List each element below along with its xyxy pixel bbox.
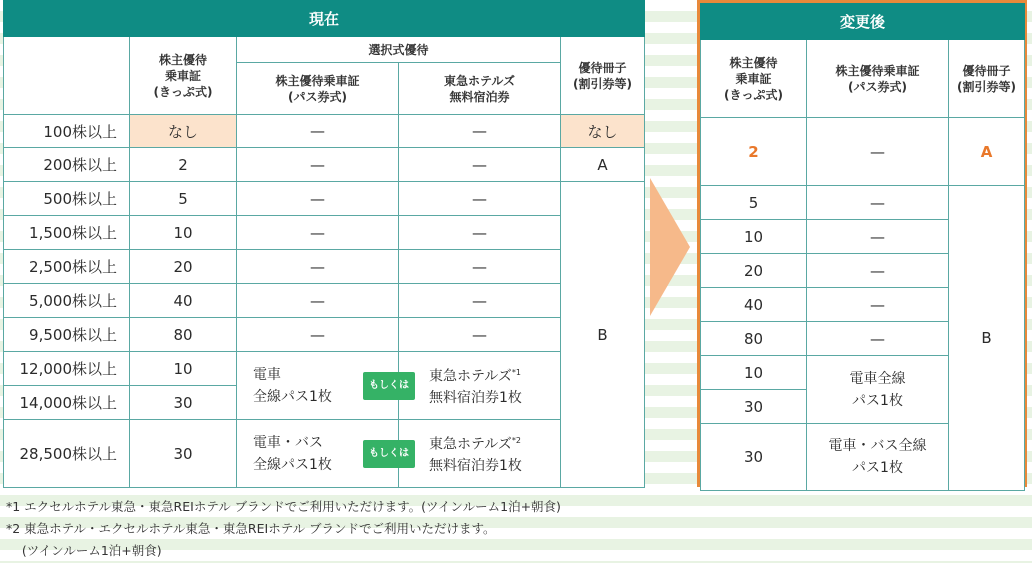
hotel-cell: — [399, 250, 561, 284]
after-rail-pass-cell: 電車全線 パス1枚 [807, 356, 949, 424]
rail-bus-pass-text: 電車・バス 全線パス1枚 [253, 434, 332, 473]
hotel-voucher-count: 無料宿泊券1枚 [429, 390, 522, 407]
pass-cell: — [237, 318, 399, 352]
after-ticket-cell: 30 [701, 424, 807, 491]
after-booklet-cell: A [949, 118, 1025, 186]
table-row [4, 182, 645, 216]
or-badge: もしくは [363, 372, 415, 400]
after-ticket-cell: 30 [701, 390, 807, 424]
hotel-cell: — [399, 318, 561, 352]
pass-cell: — [237, 284, 399, 318]
ticket-cell: 20 [130, 250, 237, 284]
current-title: 現在 [4, 1, 645, 37]
col-selective-header: 選択式優待 [237, 37, 561, 63]
after-title: 変更後 [701, 4, 1025, 40]
empty-corner [4, 37, 130, 115]
pass-cell: — [237, 182, 399, 216]
ticket-cell: 10 [130, 216, 237, 250]
hotel-voucher-count: 無料宿泊券1枚 [429, 458, 522, 475]
row-label: 5,000株以上 [4, 284, 130, 318]
after-ticket-cell: 20 [701, 254, 807, 288]
booklet-cell: なし [561, 115, 645, 148]
after-booklet-b-cell: B [949, 186, 1025, 491]
after-pass-cell: — [807, 322, 949, 356]
ticket-cell: なし [130, 115, 237, 148]
ticket-cell: 5 [130, 182, 237, 216]
table-row [4, 352, 645, 386]
after-pass-cell: — [807, 288, 949, 322]
after-ticket-cell: 10 [701, 220, 807, 254]
after-pass-cell: — [807, 118, 949, 186]
row-label: 9,500株以上 [4, 318, 130, 352]
hotel-cell: — [399, 216, 561, 250]
hotel-cell: — [399, 148, 561, 182]
table-row [4, 284, 645, 318]
hotel-cell: — [399, 284, 561, 318]
footnote-2: *2 東急ホテル・エクセルホテル東急・東急REIホテル ブランドでご利用いただけます。 [6, 521, 496, 536]
after-pass-cell: — [807, 254, 949, 288]
pass-cell: — [237, 148, 399, 182]
table-row [4, 216, 645, 250]
table-row [4, 318, 645, 352]
booklet-b-cell: B [561, 182, 645, 488]
ticket-cell: 30 [130, 386, 237, 420]
rail-pass-text: 電車 全線パス1枚 [253, 366, 332, 405]
table-row [4, 250, 645, 284]
footnote-mark: *2 [511, 435, 521, 445]
row-label: 2,500株以上 [4, 250, 130, 284]
hotel-voucher-cell-1 [399, 352, 561, 420]
footnotes [6, 496, 561, 562]
rail-pass-cell [237, 352, 409, 420]
row-label: 1,500株以上 [4, 216, 130, 250]
after-ticket-cell: 40 [701, 288, 807, 322]
hotel-cell: — [399, 115, 561, 148]
row-label: 200株以上 [4, 148, 130, 182]
after-pass-cell: — [807, 220, 949, 254]
col-ticket-header: 株主優待 乗車証 (きっぷ式) [130, 37, 237, 115]
row-label: 12,000株以上 [4, 352, 130, 386]
footnote-mark: *1 [511, 367, 521, 377]
after-col-booklet-header: 優待冊子 (割引券等) [949, 40, 1025, 118]
pass-cell: — [237, 250, 399, 284]
table-row [4, 148, 645, 182]
ticket-cell: 40 [130, 284, 237, 318]
hotel-voucher-name: 東急ホテルズ [429, 436, 512, 453]
footnote-2-cont: (ツインルーム1泊+朝食) [6, 543, 162, 558]
arrow-shape [650, 178, 690, 316]
hotel-voucher-name: 東急ホテルズ [429, 368, 512, 385]
after-ticket-cell: 2 [701, 118, 807, 186]
ticket-cell: 80 [130, 318, 237, 352]
rail-bus-pass-cell [237, 420, 409, 488]
after-table [700, 3, 1025, 491]
pass-cell: — [237, 216, 399, 250]
table-row [4, 115, 645, 148]
row-label: 500株以上 [4, 182, 130, 216]
after-ticket-cell: 5 [701, 186, 807, 220]
table-row [701, 118, 1025, 186]
ticket-cell: 10 [130, 352, 237, 386]
after-ticket-cell: 80 [701, 322, 807, 356]
after-col-pass-header: 株主優待乗車証 (パス券式) [807, 40, 949, 118]
or-badge: もしくは [363, 440, 415, 468]
pass-cell: — [237, 115, 399, 148]
booklet-cell: A [561, 148, 645, 182]
row-label: 14,000株以上 [4, 386, 130, 420]
col-hotel-header: 東急ホテルズ 無料宿泊券 [399, 63, 561, 115]
current-table [3, 0, 645, 488]
after-col-ticket-header: 株主優待 乗車証 (きっぷ式) [701, 40, 807, 118]
footnote-1: *1 エクセルホテル東急・東急REIホテル ブランドでご利用いただけます。(ツインルーム1泊+朝食) [6, 499, 561, 514]
after-pass-cell: — [807, 186, 949, 220]
ticket-cell: 30 [130, 420, 237, 488]
after-panel [697, 0, 1027, 487]
col-booklet-header: 優待冊子 (割引券等) [561, 37, 645, 115]
ticket-cell: 2 [130, 148, 237, 182]
col-pass-header: 株主優待乗車証 (パス券式) [237, 63, 399, 115]
hotel-cell: — [399, 182, 561, 216]
row-label: 100株以上 [4, 115, 130, 148]
table-row [4, 420, 645, 488]
after-rail-bus-pass-cell: 電車・バス全線 パス1枚 [807, 424, 949, 491]
arrow-right-icon [650, 178, 690, 316]
row-label: 28,500株以上 [4, 420, 130, 488]
table-row [701, 186, 1025, 220]
hotel-voucher-cell-2 [399, 420, 561, 488]
after-ticket-cell: 10 [701, 356, 807, 390]
